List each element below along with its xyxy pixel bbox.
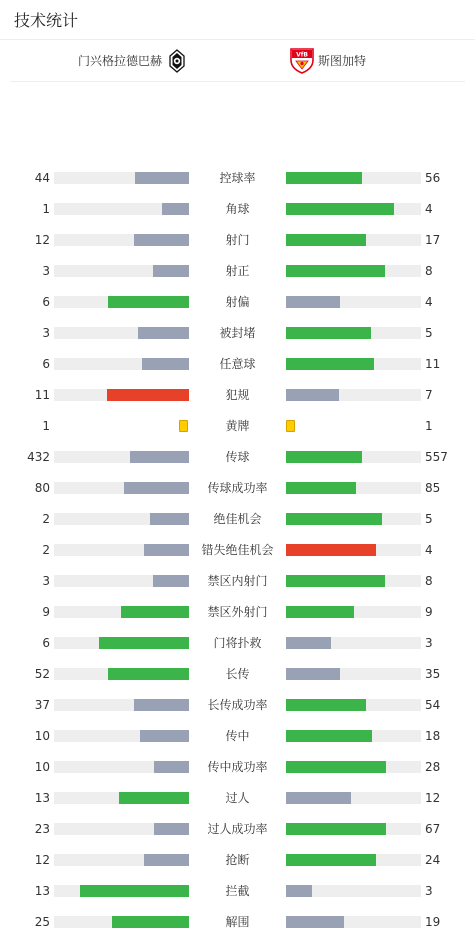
away-stat-bar xyxy=(286,327,421,339)
stat-label: 被封堵 xyxy=(219,326,256,340)
home-stat-value: 10 xyxy=(34,729,50,743)
stat-row[interactable] xyxy=(0,597,475,628)
stat-label: 长传 xyxy=(225,667,250,681)
away-stat-bar xyxy=(286,792,421,804)
home-stat-value: 12 xyxy=(34,853,50,867)
away-stat-bar xyxy=(286,296,421,308)
home-stat-bar xyxy=(54,854,189,866)
stat-row[interactable] xyxy=(0,783,475,814)
away-stat-bar-fill xyxy=(286,358,374,370)
home-stat-bar-fill xyxy=(80,885,189,897)
away-team[interactable] xyxy=(290,40,366,81)
stat-row[interactable] xyxy=(0,318,475,349)
home-stat-bar xyxy=(54,234,189,246)
home-stat-bar-fill xyxy=(138,327,189,339)
stat-label: 射偏 xyxy=(225,295,250,309)
home-stat-value: 25 xyxy=(34,915,50,929)
stat-label: 拦截 xyxy=(225,884,250,898)
stat-row[interactable] xyxy=(0,721,475,752)
away-stat-value: 5 xyxy=(425,512,433,526)
stuttgart-crest-icon xyxy=(290,48,314,74)
home-stat-value: 11 xyxy=(34,388,50,402)
home-stat-bar xyxy=(54,389,189,401)
away-stat-value: 12 xyxy=(425,791,441,805)
away-stat-bar xyxy=(286,699,421,711)
home-stat-value: 6 xyxy=(42,295,50,309)
stat-row[interactable] xyxy=(0,907,475,938)
stat-row[interactable] xyxy=(0,442,475,473)
away-stat-bar xyxy=(286,916,421,928)
away-stat-value: 4 xyxy=(425,202,433,216)
away-stat-value: 24 xyxy=(425,853,441,867)
home-stat-bar xyxy=(54,203,189,215)
away-stat-bar xyxy=(286,482,421,494)
stat-label: 角球 xyxy=(225,202,250,216)
away-stat-value: 5 xyxy=(425,326,433,340)
home-stat-bar-fill xyxy=(107,389,189,401)
away-stat-bar xyxy=(286,234,421,246)
home-stat-value: 432 xyxy=(27,450,50,464)
away-stat-bar-fill xyxy=(286,234,366,246)
stat-row[interactable] xyxy=(0,473,475,504)
home-stat-value: 37 xyxy=(34,698,50,712)
home-stat-bar xyxy=(54,451,189,463)
stat-label: 抢断 xyxy=(225,853,250,867)
home-stat-bar-fill xyxy=(162,203,189,215)
home-stat-value: 1 xyxy=(42,419,50,433)
away-stat-bar xyxy=(286,451,421,463)
stat-row[interactable] xyxy=(0,752,475,783)
stat-row[interactable] xyxy=(0,566,475,597)
home-stat-bar xyxy=(54,885,189,897)
away-stat-bar-fill xyxy=(286,296,340,308)
stat-row[interactable] xyxy=(0,845,475,876)
away-stat-bar-fill xyxy=(286,451,362,463)
away-stat-bar xyxy=(286,761,421,773)
away-stat-bar-fill xyxy=(286,482,356,494)
home-stat-bar xyxy=(54,482,189,494)
stat-row[interactable] xyxy=(0,504,475,535)
away-team-name: 斯图加特 xyxy=(318,54,367,68)
home-stat-bar xyxy=(54,575,189,587)
home-stat-bar-fill xyxy=(150,513,189,525)
away-stat-bar-fill xyxy=(286,823,386,835)
away-stat-value: 3 xyxy=(425,636,433,650)
home-stat-bar-fill xyxy=(153,265,189,277)
teams-row xyxy=(10,40,465,82)
home-stat-bar-fill xyxy=(144,854,189,866)
home-stat-bar-fill xyxy=(130,451,189,463)
home-stat-value: 12 xyxy=(34,233,50,247)
stat-label: 长传成功率 xyxy=(207,698,268,712)
away-stat-value: 7 xyxy=(425,388,433,402)
stat-row[interactable] xyxy=(0,225,475,256)
stat-label: 任意球 xyxy=(219,357,256,371)
stat-label: 解围 xyxy=(225,915,250,929)
home-stat-value: 3 xyxy=(42,264,50,278)
stat-row[interactable] xyxy=(0,349,475,380)
stat-row[interactable] xyxy=(0,690,475,721)
home-team[interactable] xyxy=(78,40,185,81)
away-stat-value: 557 xyxy=(425,450,448,464)
home-stat-bar xyxy=(54,544,189,556)
page-title: 技术统计 xyxy=(14,11,79,30)
away-stat-value: 8 xyxy=(425,574,433,588)
stat-row[interactable] xyxy=(0,628,475,659)
stat-row[interactable] xyxy=(0,163,475,194)
away-stat-bar-fill xyxy=(286,606,354,618)
home-stat-value: 2 xyxy=(42,543,50,557)
home-stat-bar xyxy=(54,699,189,711)
stat-label: 禁区内射门 xyxy=(207,574,268,588)
away-stat-bar xyxy=(286,513,421,525)
home-stat-bar-fill xyxy=(108,668,189,680)
away-stat-bar-fill xyxy=(286,854,376,866)
away-stat-value: 56 xyxy=(425,171,441,185)
away-stat-value: 11 xyxy=(425,357,441,371)
away-stat-bar-fill xyxy=(286,203,394,215)
away-stat-bar-fill xyxy=(286,575,385,587)
stat-row[interactable] xyxy=(0,535,475,566)
home-stat-value: 52 xyxy=(34,667,50,681)
stat-label: 射正 xyxy=(225,264,250,278)
stat-row[interactable] xyxy=(0,876,475,907)
home-stat-bar xyxy=(54,327,189,339)
away-stat-bar-fill xyxy=(286,544,376,556)
home-stat-value: 2 xyxy=(42,512,50,526)
away-stat-value: 18 xyxy=(425,729,441,743)
stat-label: 传中成功率 xyxy=(207,760,268,774)
away-stat-bar-fill xyxy=(286,730,372,742)
away-stat-bar xyxy=(286,668,421,680)
home-stat-bar xyxy=(54,358,189,370)
away-stat-value: 67 xyxy=(425,822,441,836)
away-stat-bar xyxy=(286,265,421,277)
away-stat-value: 3 xyxy=(425,884,433,898)
home-stat-value: 3 xyxy=(42,326,50,340)
home-stat-bar-fill xyxy=(154,823,189,835)
home-stat-bar-fill xyxy=(121,606,189,618)
away-stat-bar xyxy=(286,637,421,649)
away-stat-value: 9 xyxy=(425,605,433,619)
away-stat-bar xyxy=(286,730,421,742)
stat-label: 禁区外射门 xyxy=(207,605,268,619)
stat-label: 门将扑救 xyxy=(213,636,262,650)
stat-label: 传球 xyxy=(225,450,250,464)
stat-label: 错失绝佳机会 xyxy=(201,543,274,557)
stat-row[interactable] xyxy=(0,194,475,225)
home-stat-bar xyxy=(54,792,189,804)
home-stat-value: 10 xyxy=(34,760,50,774)
away-stat-bar xyxy=(286,358,421,370)
away-stat-value: 17 xyxy=(425,233,441,247)
home-stat-bar xyxy=(54,265,189,277)
home-stat-value: 13 xyxy=(34,791,50,805)
home-stat-value: 44 xyxy=(34,171,50,185)
home-stat-bar xyxy=(54,730,189,742)
home-stat-bar-fill xyxy=(119,792,189,804)
home-stat-bar-fill xyxy=(108,296,189,308)
away-stat-value: 85 xyxy=(425,481,441,495)
yellow-card-icon xyxy=(286,420,295,432)
away-stat-bar-fill xyxy=(286,637,331,649)
home-stat-bar xyxy=(54,761,189,773)
away-stat-bar xyxy=(286,823,421,835)
away-stat-bar-fill xyxy=(286,668,340,680)
home-stat-value: 9 xyxy=(42,605,50,619)
away-stat-bar-fill xyxy=(286,389,339,401)
home-stat-bar xyxy=(54,606,189,618)
stat-label: 绝佳机会 xyxy=(213,512,262,526)
away-stat-bar xyxy=(286,389,421,401)
home-stat-bar-fill xyxy=(134,699,189,711)
home-stat-bar xyxy=(54,296,189,308)
home-stat-bar-fill xyxy=(144,544,189,556)
home-stat-bar xyxy=(54,823,189,835)
home-stat-bar xyxy=(54,172,189,184)
home-stat-bar-fill xyxy=(99,637,189,649)
stat-row[interactable] xyxy=(0,659,475,690)
home-stat-bar-fill xyxy=(124,482,189,494)
home-team-name: 门兴格拉德巴赫 xyxy=(78,54,163,68)
home-stat-value: 13 xyxy=(34,884,50,898)
stat-label: 过人 xyxy=(225,791,250,805)
stat-row[interactable] xyxy=(0,411,475,442)
away-stat-bar-fill xyxy=(286,513,382,525)
away-stat-bar xyxy=(286,606,421,618)
stat-label: 过人成功率 xyxy=(207,822,268,836)
stat-label: 黄牌 xyxy=(225,419,250,433)
away-stat-bar xyxy=(286,885,421,897)
home-stat-bar-fill xyxy=(142,358,189,370)
away-stat-bar xyxy=(286,544,421,556)
home-stat-value: 80 xyxy=(34,481,50,495)
home-stat-bar xyxy=(54,513,189,525)
away-stat-value: 4 xyxy=(425,295,433,309)
away-stat-bar-fill xyxy=(286,699,366,711)
stat-row[interactable] xyxy=(0,814,475,845)
home-stat-value: 6 xyxy=(42,636,50,650)
home-stat-bar-fill xyxy=(112,916,189,928)
away-stat-value: 1 xyxy=(425,419,433,433)
away-stat-value: 28 xyxy=(425,760,441,774)
stats-header xyxy=(0,0,475,40)
home-stat-value: 3 xyxy=(42,574,50,588)
away-stat-bar-fill xyxy=(286,327,371,339)
away-stat-value: 19 xyxy=(425,915,441,929)
away-stat-bar-fill xyxy=(286,172,362,184)
away-stat-bar-fill xyxy=(286,761,386,773)
home-stat-bar xyxy=(54,637,189,649)
away-stat-bar xyxy=(286,575,421,587)
stat-row[interactable] xyxy=(0,287,475,318)
stat-label: 传中 xyxy=(225,729,250,743)
stat-label: 控球率 xyxy=(219,171,256,185)
yellow-card-icon xyxy=(179,420,188,432)
stat-label: 犯规 xyxy=(225,388,250,402)
home-stat-bar xyxy=(54,916,189,928)
away-stat-bar-fill xyxy=(286,792,351,804)
svg-text:VfB: VfB xyxy=(296,50,308,58)
stat-label: 射门 xyxy=(225,233,250,247)
home-stat-value: 6 xyxy=(42,357,50,371)
stat-row[interactable] xyxy=(0,256,475,287)
home-stat-bar-fill xyxy=(134,234,189,246)
home-stat-bar-fill xyxy=(135,172,189,184)
home-stat-bar-fill xyxy=(140,730,189,742)
home-stat-bar-fill xyxy=(154,761,189,773)
away-stat-bar-fill xyxy=(286,265,385,277)
stat-row[interactable] xyxy=(0,380,475,411)
home-stat-value: 23 xyxy=(34,822,50,836)
away-stat-value: 8 xyxy=(425,264,433,278)
away-stat-bar xyxy=(286,172,421,184)
away-stat-bar-fill xyxy=(286,916,344,928)
home-stat-bar-fill xyxy=(153,575,189,587)
gladbach-crest-icon xyxy=(169,49,185,73)
away-stat-value: 35 xyxy=(425,667,441,681)
home-stat-value: 1 xyxy=(42,202,50,216)
away-stat-value: 4 xyxy=(425,543,433,557)
away-stat-bar xyxy=(286,203,421,215)
away-stat-value: 54 xyxy=(425,698,441,712)
home-stat-bar xyxy=(54,668,189,680)
away-stat-bar-fill xyxy=(286,885,312,897)
stat-label: 传球成功率 xyxy=(207,481,268,495)
away-stat-bar xyxy=(286,854,421,866)
